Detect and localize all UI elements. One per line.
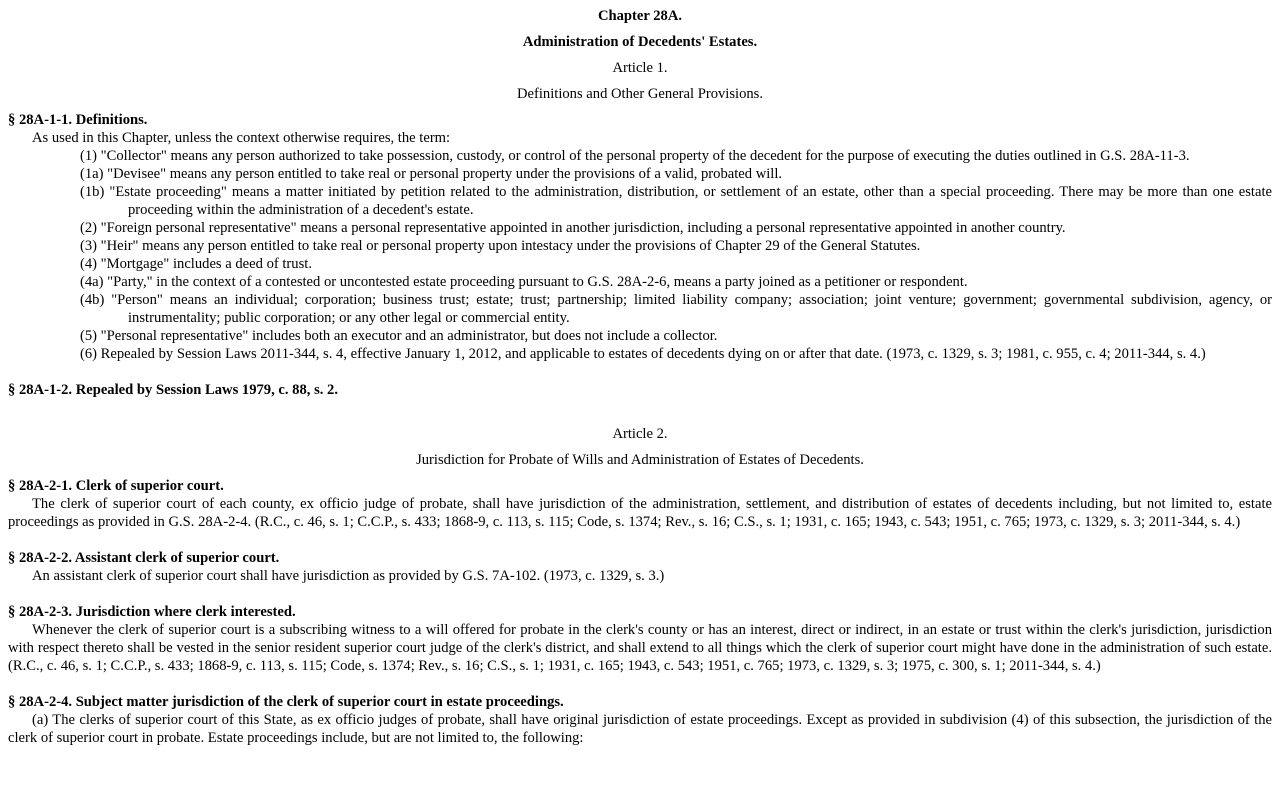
definition-item: (1b) "Estate proceeding" means a matter initiated by petition related to the administration, distribution, or settlement of an estate, other than a special proceeding. There may be more than one estate proceeding within the administration of a decedent's estate. (80, 184, 1272, 218)
section-intro: As used in this Chapter, unless the context otherwise requires, the term: (32, 130, 451, 146)
section-body: An assistant clerk of superior court shall have jurisdiction as provided by G.S. 7A-102. (1973, c. 1329, s. 3.) (32, 568, 665, 584)
definition-item: (4) "Mortgage" includes a deed of trust. (80, 256, 312, 272)
section-28a-2-3 (8, 603, 1272, 675)
section-body: (a) The clerks of superior court of this State, as ex officio judges of probate, shall have original jurisdiction of estate proceedings. Except as provided in subdivision (4) of this subsection, the jurisdiction of the clerk of superior court in probate. Estate proceedings include, but are not limited to, the following: (8, 712, 1272, 746)
statute-document (8, 7, 1272, 747)
article-2-title: Jurisdiction for Probate of Wills and Administration of Estates of Decedents. (416, 452, 864, 468)
section-body: The clerk of superior court of each county, ex officio judge of probate, shall have jurisdiction of the administration, settlement, and distribution of estates of decedents including, but not limited to, estate proceedings as provided in G.S. 28A-2-4. (R.C., c. 46, s. 1; C.C.P., s. 433; 1868-9, c. 113, s. 115; Code, s. 1374; Rev., s. 16; C.S., s. 1; 1931, c. 165; 1943, c. 543; 1951, c. 765; 1973, c. 1329, s. 3; 2011-344, s. 4.) (8, 496, 1272, 530)
definition-item: (5) "Personal representative" includes both an executor and an administrator, but does not include a collector. (80, 328, 718, 344)
section-28a-2-1 (8, 477, 1272, 531)
article-1-label: Article 1. (612, 60, 668, 76)
section-heading: § 28A-2-1. Clerk of superior court. (8, 478, 224, 494)
chapter-title: Administration of Decedents' Estates. (522, 34, 758, 50)
article-1-title: Definitions and Other General Provisions. (516, 86, 764, 102)
definition-item: (1) "Collector" means any person authorized to take possession, custody, or control of the personal property of the decedent for the purpose of executing the duties outlined in G.S. 28A-11-3. (80, 148, 1190, 164)
definition-item: (3) "Heir" means any person entitled to take real or personal property upon intestacy under the provisions of Chapter 29 of the General Statutes. (80, 238, 921, 254)
chapter-number: Chapter 28A. (597, 8, 683, 24)
section-28a-1-2-heading: § 28A-1-2. Repealed by Session Laws 1979, c. 88, s. 2. (8, 382, 338, 398)
definitions-list (8, 147, 1272, 363)
definition-item: (6) Repealed by Session Laws 2011-344, s. 4, effective January 1, 2012, and applicable to estates of decedents dying on or after that date. (1973, c. 1329, s. 3; 1981, c. 955, c. 4; 2011-344, s. 4.) (80, 346, 1206, 362)
section-body: Whenever the clerk of superior court is a subscribing witness to a will offered for probate in the clerk's county or has an interest, direct or indirect, in an estate or trust within the clerk's jurisdiction, jurisdiction with respect thereto shall be vested in the senior resident superior court judge of the clerk's district, and shall extend to all things which the clerk of superior court might have done in the administration of such estate. (R.C., c. 46, s. 1; C.C.P., s. 433; 1868-9, c. 113, s. 115; Code, s. 1374; Rev., s. 16; C.S., s. 1; 1931, c. 165; 1943, c. 543; 1951, c. 765; 1973, c. 1329, s. 3; 1975, c. 300, s. 1; 2011-344, s. 4.) (8, 622, 1272, 674)
section-heading: § 28A-2-4. Subject matter jurisdiction of the clerk of superior court in estate proceedings. (8, 694, 564, 710)
section-heading: § 28A-1-1. Definitions. (8, 112, 148, 128)
section-28a-2-4 (8, 693, 1272, 747)
section-heading: § 28A-2-3. Jurisdiction where clerk interested. (8, 604, 296, 620)
section-heading: § 28A-2-2. Assistant clerk of superior court. (8, 550, 280, 566)
article-2-label: Article 2. (612, 426, 668, 442)
definition-item: (1a) "Devisee" means any person entitled to take real or personal property under the provisions of a valid, probated will. (80, 166, 783, 182)
definition-item: (4b) "Person" means an individual; corporation; business trust; estate; trust; partnership; limited liability company; association; joint venture; government; governmental subdivision, agency, or instrumentality; public corporation; or any other legal or commercial entity. (80, 292, 1272, 326)
definition-item: (2) "Foreign personal representative" means a personal representative appointed in another jurisdiction, including a personal representative appointed in another country. (80, 220, 1066, 236)
definition-item: (4a) "Party," in the context of a contested or uncontested estate proceeding pursuant to G.S. 28A-2-6, means a party joined as a petitioner or respondent. (80, 274, 968, 290)
section-28a-1-1 (8, 111, 1272, 363)
section-28a-2-2 (8, 549, 1272, 585)
